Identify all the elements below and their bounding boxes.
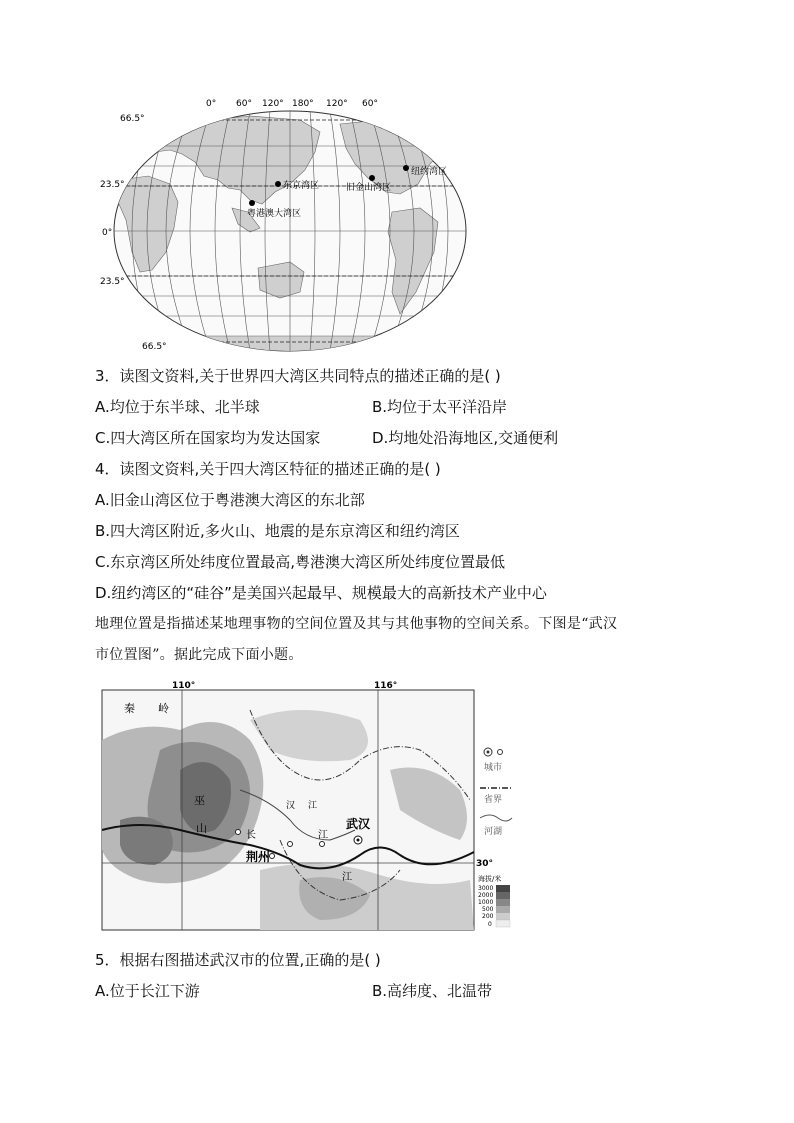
question-5-option-a[interactable]: A.位于长江下游 [95,982,200,1000]
question-5-option-b[interactable]: B.高纬度、北温带 [372,982,493,1000]
lon-label: 180° [292,99,314,109]
question-4-option-a[interactable]: A.旧金山湾区位于粤港澳大湾区的东北部 [95,491,365,509]
lat-30-label: 30° [476,859,494,869]
jiang-label-3: 江 [308,801,318,811]
changjiang-label: 长 [246,830,256,841]
question-3-stem: 3．读图文资料,关于世界四大湾区共同特点的描述正确的是( ) [95,367,501,385]
legend-elev-tick: 0 [488,921,492,928]
legend-elev-tick: 1000 [478,899,494,906]
legend-elev-tick: 2000 [478,892,494,899]
greenland-landmass [400,98,444,122]
intro-line-1: 地理位置是指描述某地理事物的空间位置及其与其他事物的空间关系。下图是“武汉 [95,616,618,632]
guangdong-bay-label: 粤港澳大湾区 [247,209,302,219]
question-3-option-a[interactable]: A.均位于东半球、北半球 [95,398,260,416]
legend-river-label: 河湖 [484,827,503,837]
lon-110-label: 110° [172,681,196,691]
lat-label: 0° [102,228,113,238]
lon-116-label: 116° [374,681,398,691]
question-4-option-d[interactable]: D.纽约湾区的“硅谷”是美国兴起最早、规模最大的高新技术产业中心 [95,584,547,602]
tokyo-bay-marker [275,181,281,187]
question-3-option-d[interactable]: D.均地处沿海地区,交通便利 [372,429,559,447]
jiang-label-1: 江 [318,830,328,841]
lat-label: 66.5° [142,342,167,352]
lat-label: 23.5° [100,180,125,190]
intro-line-2: 市位置图”。据此完成下面小题。 [95,647,303,663]
lat-label: 23.5° [100,277,125,287]
jingzhou-label: 荆州 [246,850,271,864]
map-legend [478,748,512,928]
sanfrancisco-bay-label: 旧金山湾区 [346,183,392,193]
jiang-label-2: 江 [342,872,352,883]
city-marker [236,830,241,835]
legend-elev-tick: 3000 [478,885,494,892]
newyork-bay-label: 纽约湾区 [411,167,448,177]
legend-elev-tick: 200 [482,913,494,920]
question-4-option-c[interactable]: C.东京湾区所处纬度位置最高,粤港澳大湾区所处纬度位置最低 [95,553,506,571]
legend-border-label: 省界 [484,795,503,805]
wuhan-location-map [100,680,515,932]
legend-elev-tick: 500 [482,906,494,913]
lon-label: 60° [236,99,252,109]
han-label: 汉 [286,801,296,811]
city-marker [288,842,293,847]
qinling-label-1: 秦 [124,702,135,715]
question-3-option-c[interactable]: C.四大湾区所在国家均为发达国家 [95,429,321,447]
world-map [100,92,480,354]
lon-label: 60° [362,99,378,109]
newyork-bay-marker [403,165,409,171]
sanfrancisco-bay-marker [369,175,375,181]
lon-label: 0° [206,99,217,109]
city-marker [320,842,325,847]
lon-label: 120° [326,99,348,109]
qinling-label-2: 岭 [158,702,169,715]
guangdong-bay-marker [249,200,255,206]
lon-label: 120° [262,99,284,109]
wushan-label-1: 巫 [194,794,205,807]
question-3-option-b[interactable]: B.均位于太平洋沿岸 [372,398,508,416]
lat-label: 66.5° [120,114,145,124]
legend-elevation-title: 海拔/米 [478,875,502,883]
wuhan-label: 武汉 [346,817,371,831]
wushan-label-2: 山 [196,822,207,835]
question-5-stem: 5．根据右图描述武汉市的位置,正确的是( ) [95,951,381,969]
legend-city-label: 城市 [484,763,503,773]
question-4-option-b[interactable]: B.四大湾区附近,多火山、地震的是东京湾区和纽约湾区 [95,522,460,540]
question-4-stem: 4．读图文资料,关于四大湾区特征的描述正确的是( ) [95,460,441,478]
tokyo-bay-label: 东京湾区 [283,181,320,191]
jingzhou-marker [270,854,275,859]
